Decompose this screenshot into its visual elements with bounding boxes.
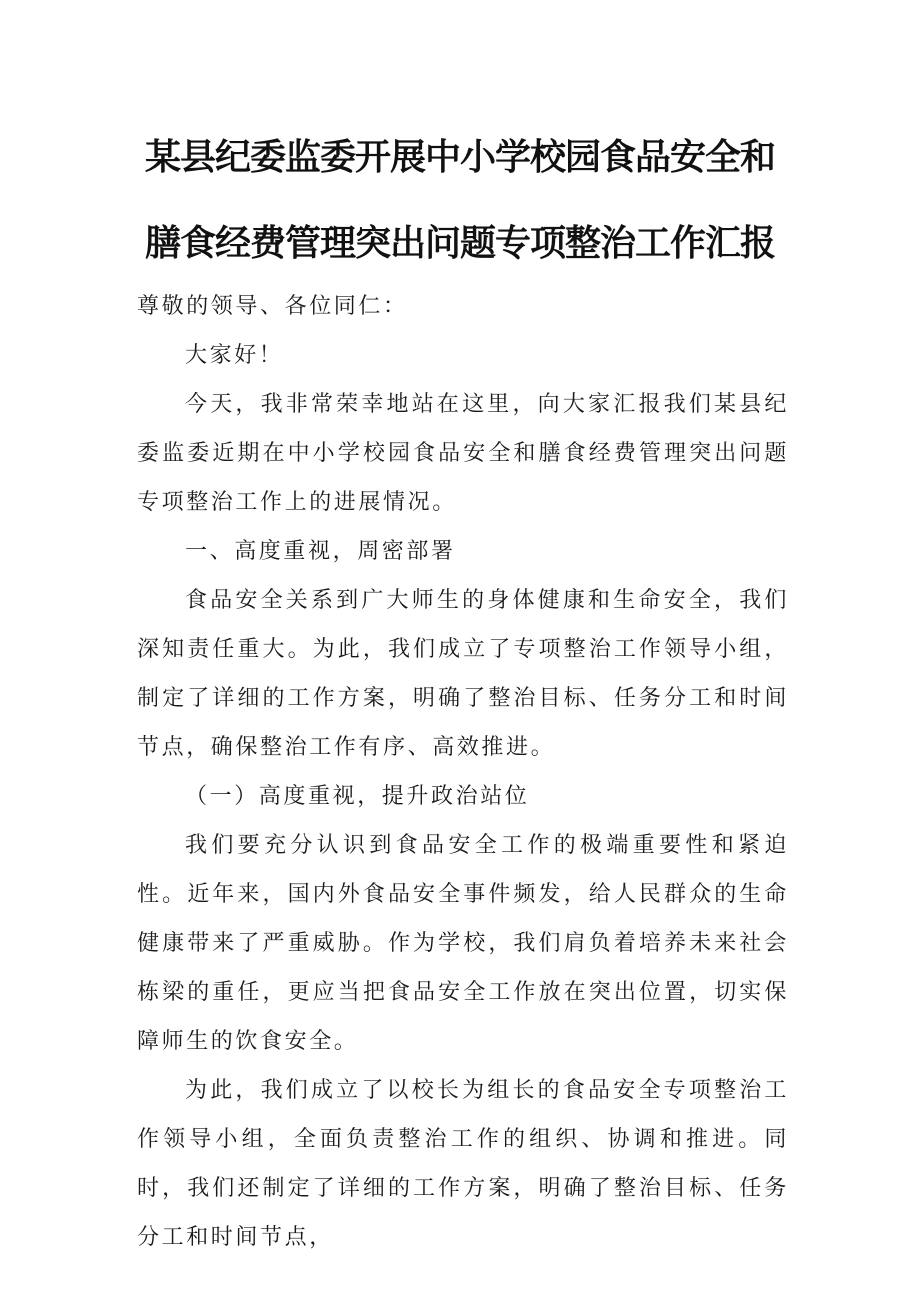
greeting: 大家好！: [185, 343, 284, 368]
paragraph-section-1: 食品安全关系到广大师生的身体健康和生命安全，我们深知责任重大。为此，我们成立了专项整治工作领导小组，制定了详细的工作方案，明确了整治目标、任务分工和时间节点，确保整治工作有序、高效推进。: [137, 588, 789, 760]
document-body: [137, 282, 789, 1262]
document-title-line-2: 膳食经费管理突出问题专项整治工作汇报: [144, 223, 775, 264]
salutation: 尊敬的领导、各位同仁：: [137, 294, 408, 319]
subsection-heading-1: （一）高度重视，提升政治站位: [185, 784, 530, 809]
paragraph-subsection-1: 我们要充分认识到食品安全工作的极端重要性和紧迫性。近年来，国内外食品安全事件频发，给人民群众的生命健康带来了严重威胁。作为学校，我们肩负着培养未来社会栋梁的重任，更应当把食品安全工作放在突出位置，切实保障师生的饮食安全。: [137, 833, 789, 1054]
paragraph-subsection-1-continued: 为此，我们成立了以校长为组长的食品安全专项整治工作领导小组，全面负责整治工作的组织、协调和推进。同时，我们还制定了详细的工作方案，明确了整治目标、任务分工和时间节点，: [137, 1078, 789, 1250]
paragraph-intro: 今天，我非常荣幸地站在这里，向大家汇报我们某县纪委监委近期在中小学校园食品安全和膳食经费管理突出问题专项整治工作上的进展情况。: [137, 392, 789, 515]
section-heading-1: 一、高度重视，周密部署: [185, 539, 456, 564]
document-title-line-1: 某县纪委监委开展中小学校园食品安全和: [144, 137, 775, 178]
